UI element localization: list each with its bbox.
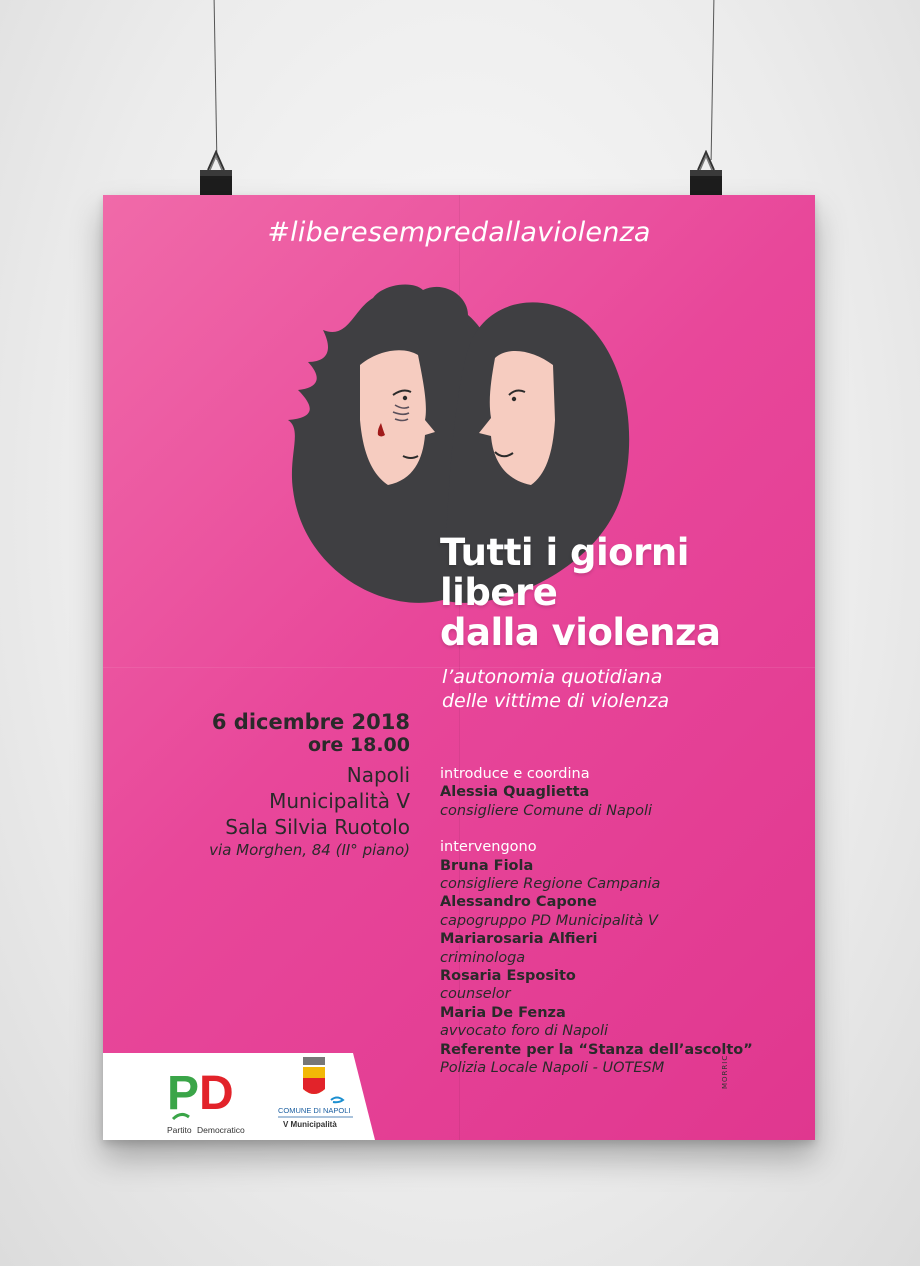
comune-napoli-crest-icon bbox=[273, 1055, 363, 1140]
event-date: 6 dicembre 2018 bbox=[211, 710, 410, 734]
designer-credit: MORRIC bbox=[721, 1054, 729, 1089]
pd-logo-icon bbox=[163, 1061, 273, 1140]
muni-text: V Municipalità bbox=[283, 1120, 337, 1129]
place-city: Napoli bbox=[346, 763, 410, 787]
speaker-name: Rosaria Esposito bbox=[440, 968, 576, 985]
speaker-role: criminologa bbox=[440, 949, 526, 966]
program bbox=[440, 765, 753, 1078]
comune-text: COMUNE DI NAPOLI bbox=[278, 1106, 351, 1115]
title-line-2: libere bbox=[440, 571, 558, 614]
speaker-name: Bruna Fiola bbox=[440, 857, 534, 874]
speaker-role: Polizia Locale Napoli - UOTESM bbox=[440, 1060, 665, 1077]
speaker-name: Referente per la “Stanza dell’ascolto” bbox=[440, 1041, 753, 1058]
speaker-name: Alessandro Capone bbox=[440, 894, 597, 911]
svg-text:D: D bbox=[199, 1067, 234, 1120]
intro-name: Alessia Quaglietta bbox=[440, 784, 590, 801]
speakers-label: intervengono bbox=[440, 839, 537, 856]
hanging-wire-left bbox=[214, 0, 218, 160]
intro-label: introduce e coordina bbox=[440, 766, 590, 782]
place-hall: Sala Silvia Ruotolo bbox=[225, 815, 410, 839]
pd-logo-text: Partito bbox=[167, 1125, 192, 1135]
speaker-role: capogruppo PD Municipalità V bbox=[440, 912, 658, 929]
pd-logo-text-2: Democratico bbox=[197, 1125, 245, 1135]
speaker-role: consigliere Regione Campania bbox=[440, 876, 661, 893]
hanging-wire-right bbox=[711, 0, 715, 160]
title-line-3: dalla violenza bbox=[440, 611, 721, 654]
event-details bbox=[209, 710, 410, 860]
speaker-name: Maria De Fenza bbox=[440, 1004, 566, 1021]
subtitle-line-2: delle vittime di violenza bbox=[442, 690, 670, 712]
speaker-role: avvocato foro di Napoli bbox=[440, 1023, 609, 1040]
hashtag: #liberesempredallaviolenza bbox=[267, 217, 651, 248]
poster-subtitle bbox=[442, 665, 669, 713]
title-line-1: Tutti i giorni bbox=[440, 531, 689, 574]
event-time: ore 18.00 bbox=[307, 734, 410, 756]
intro-role: consigliere Comune di Napoli bbox=[440, 802, 653, 819]
subtitle-line-1: l’autonomia quotidiana bbox=[442, 666, 663, 688]
speaker-role: counselor bbox=[440, 986, 511, 1003]
place-municipality: Municipalità V bbox=[269, 789, 410, 813]
event-place bbox=[209, 762, 410, 840]
logo-panel bbox=[103, 1053, 375, 1140]
poster-title bbox=[440, 533, 721, 653]
speaker-name: Mariarosaria Alfieri bbox=[440, 931, 598, 948]
poster bbox=[103, 195, 815, 1140]
svg-text:P: P bbox=[167, 1067, 200, 1120]
event-address: via Morghen, 84 (II° piano) bbox=[209, 841, 410, 859]
